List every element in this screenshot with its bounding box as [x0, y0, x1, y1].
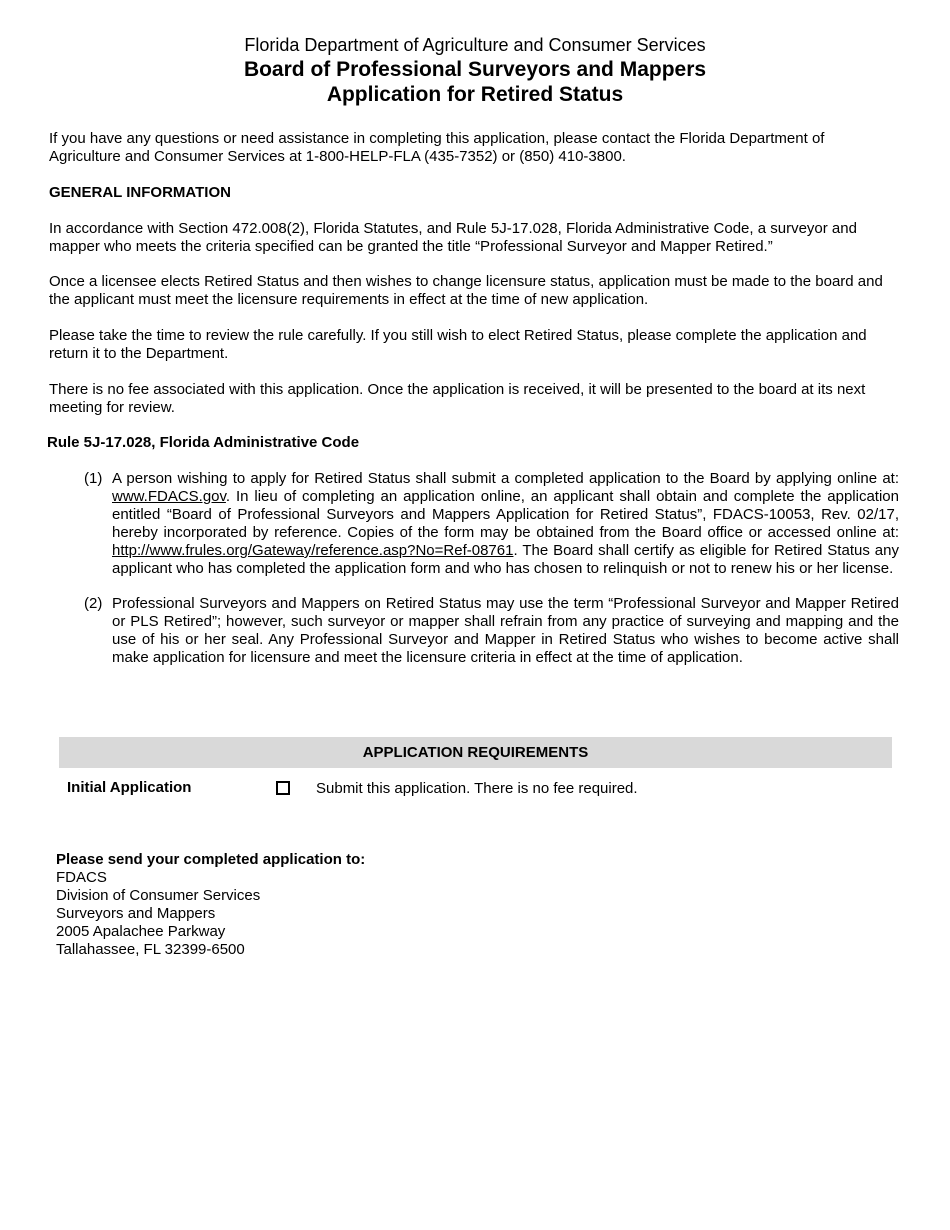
mailing-address: [56, 851, 365, 959]
address-line: Surveyors and Mappers: [56, 905, 216, 922]
rule-item-text: Professional Surveyors and Mappers on Retired Status may use the term “Professional Surveyor and Mapper Retired or PLS Retired”; however, such surveyor or mapper shall refrain from any practice of surveying and mapping and the use of his or her seal. Any Professional Surveyor and Mapper in Retired Status who wishes to become active shall make application for licensure and meet the licensure criteria in effect at the time of application.: [112, 595, 899, 666]
application-requirements-heading: APPLICATION REQUIREMENTS: [59, 737, 892, 768]
rule-heading: Rule 5J-17.028, Florida Administrative Code: [47, 434, 360, 451]
general-paragraph-2: Once a licensee elects Retired Status and then wishes to change licensure status, application must be made to the board and the applicant must meet the licensure requirements in effect at the time of new application.: [49, 273, 883, 308]
rule-item-number: (2): [84, 595, 103, 612]
initial-application-label: Initial Application: [67, 779, 192, 796]
agency-name: Florida Department of Agriculture and Consumer Services: [244, 35, 706, 55]
fdacs-website-link[interactable]: www.FDACS.gov: [112, 488, 226, 505]
board-name: Board of Professional Surveyors and Mappers: [243, 58, 707, 81]
general-paragraph-4: There is no fee associated with this application. Once the application is received, it will be presented to the board at its next meeting for review.: [49, 381, 866, 416]
frules-reference-link[interactable]: http://www.frules.org/Gateway/reference.asp?No=Ref-08761: [112, 542, 514, 559]
rule-item-2: [84, 595, 899, 667]
general-paragraph-3: Please take the time to review the rule carefully. If you still wish to elect Retired Status, please complete the application and return it to the Department.: [49, 327, 867, 362]
address-line: Division of Consumer Services: [56, 887, 261, 904]
general-paragraph-1: In accordance with Section 472.008(2), Florida Statutes, and Rule 5J-17.028, Florida Administrative Code, a surveyor and mapper who meets the criteria specified can be granted the title “Professional Surveyor and Mapper Retired.”: [49, 220, 857, 255]
page-title: Application for Retired Status: [326, 83, 624, 106]
rule-item-1: [84, 470, 899, 578]
rule-list: [84, 470, 899, 684]
requirement-text: Submit this application. There is no fee required.: [316, 780, 638, 797]
document-header: [0, 34, 950, 107]
address-line: Tallahassee, FL 32399-6500: [56, 941, 245, 958]
general-information-heading: GENERAL INFORMATION: [49, 184, 231, 201]
intro-paragraph: If you have any questions or need assistance in completing this application, please contact the Florida Department of Agriculture and Consumer Services at 1-800-HELP-FLA (435-7352) or (850) 410-3800.: [49, 130, 825, 165]
initial-application-checkbox[interactable]: [276, 781, 290, 795]
address-line: FDACS: [56, 869, 107, 886]
rule-item-number: (1): [84, 470, 103, 487]
requirement-row: [67, 779, 887, 801]
address-line: 2005 Apalachee Parkway: [56, 923, 226, 940]
rule-item-text: A person wishing to apply for Retired Status shall submit a completed application to the Board by applying online at: www.FDACS.gov. In lieu of completing an application online, an applicant shall obtain and complete the application entitled “Board of Professional Surveyors and Mappers Application for Retired Status”, FDACS-10053, Rev. 02/17, hereby incorporated by reference. Copies of the form may be obtained from the Board office or accessed online at: http://www.frules.org/Gateway/reference.asp?No=Ref-08761. The Board shall certify as eligible for Retired Status any applicant who has completed the application form and who has chosen to relinquish or not to renew his or her license.: [112, 470, 899, 577]
mailing-heading: Please send your completed application to:: [56, 851, 366, 868]
